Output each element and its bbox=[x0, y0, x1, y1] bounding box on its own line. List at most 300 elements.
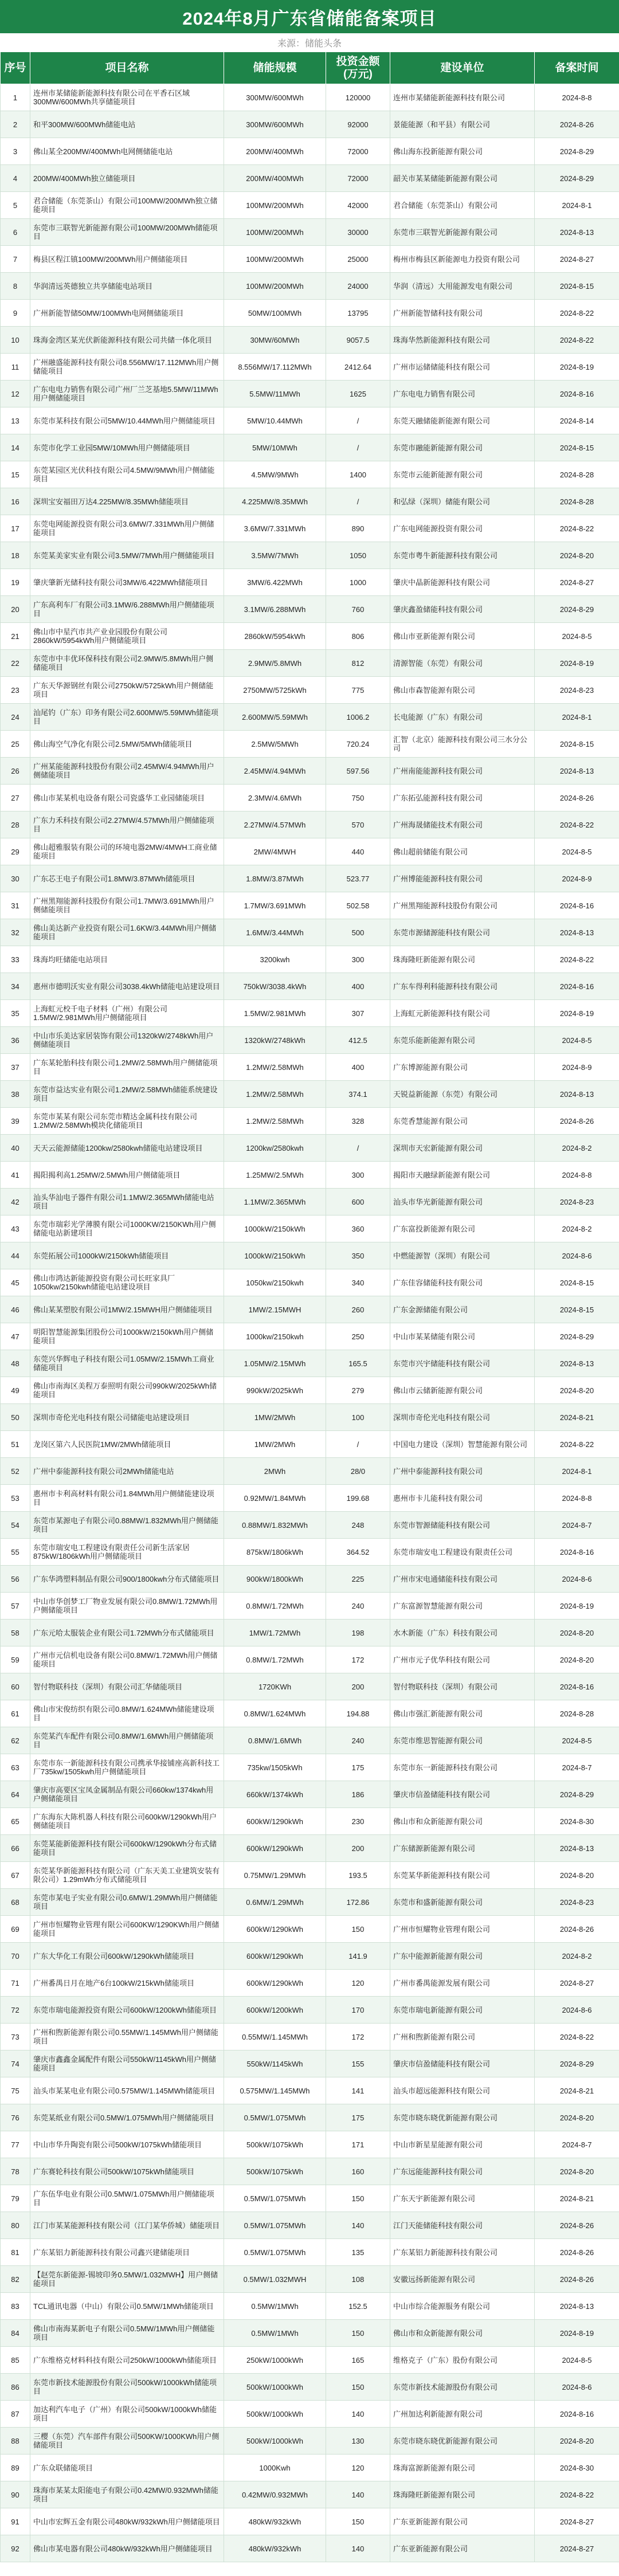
cell-investment: 1000 bbox=[326, 569, 390, 596]
table-row bbox=[1, 219, 619, 246]
cell-project-name: 东莞市某某有限公司东莞市精达金属科技有限公司1.2MW/2.58MWh模块化储能项目 bbox=[30, 1108, 224, 1135]
table-row bbox=[1, 569, 619, 596]
cell-builder: 广州市运储储能科技有限公司 bbox=[390, 354, 535, 381]
cell-date: 2024-8-28 bbox=[535, 1700, 619, 1727]
cell-date: 2024-8-29 bbox=[535, 165, 619, 192]
cell-investment: 260 bbox=[326, 1296, 390, 1323]
table-row bbox=[1, 1162, 619, 1189]
cell-builder: 连州市某储能新能源科技有限公司 bbox=[390, 84, 535, 111]
table-row bbox=[1, 1727, 619, 1754]
cell-date: 2024-8-20 bbox=[535, 2158, 619, 2185]
cell-investment: 193.5 bbox=[326, 1862, 390, 1889]
table-row bbox=[1, 2185, 619, 2212]
cell-builder: 安徽远扬新能源有限公司 bbox=[390, 2266, 535, 2293]
cell-date: 2024-8-26 bbox=[535, 111, 619, 138]
cell-no: 22 bbox=[1, 650, 30, 677]
cell-date: 2024-8-15 bbox=[535, 1296, 619, 1323]
cell-date: 2024-8-22 bbox=[535, 327, 619, 354]
cell-scale: 1000kw/2150kwh bbox=[224, 1323, 326, 1350]
table-row bbox=[1, 1404, 619, 1431]
cell-investment: 25000 bbox=[326, 246, 390, 273]
cell-builder: 佛山市强汇新能源有限公司 bbox=[390, 1700, 535, 1727]
cell-date: 2024-8-22 bbox=[535, 811, 619, 838]
cell-project-name: 广东电电力销售有限公司广州厂兰芝基地5.5MW/11MWh用户侧储能项目 bbox=[30, 381, 224, 407]
cell-investment: 806 bbox=[326, 623, 390, 650]
cell-date: 2024-8-22 bbox=[535, 2481, 619, 2508]
cell-no: 4 bbox=[1, 165, 30, 192]
cell-date: 2024-8-7 bbox=[535, 1754, 619, 1781]
cell-project-name: 广东高利车厂有限公司3.1MW/6.288MWh用户侧储能项目 bbox=[30, 596, 224, 623]
cell-no: 23 bbox=[1, 677, 30, 704]
cell-no: 88 bbox=[1, 2428, 30, 2455]
table-row bbox=[1, 327, 619, 354]
cell-date: 2024-8-22 bbox=[535, 300, 619, 327]
cell-scale: 3200kwh bbox=[224, 946, 326, 973]
cell-investment: 150 bbox=[326, 2320, 390, 2347]
cell-scale: 100MW/200MWh bbox=[224, 273, 326, 300]
cell-project-name: 200MW/400MWh独立储能项目 bbox=[30, 165, 224, 192]
cell-project-name: 广东力禾科技有限公司2.27MW/4.57MWh用户侧储能项目 bbox=[30, 811, 224, 838]
cell-builder: 东莞市东一新能源科技有限公司 bbox=[390, 1754, 535, 1781]
cell-builder: 佛山市和众新能源有限公司 bbox=[390, 2320, 535, 2347]
cell-investment: 200 bbox=[326, 1835, 390, 1862]
cell-investment: 108 bbox=[326, 2266, 390, 2293]
cell-investment: 28/0 bbox=[326, 1458, 390, 1485]
cell-project-name: 东莞市瑞电能源投资有限公司600kW/1200kWh储能项目 bbox=[30, 1997, 224, 2024]
cell-investment: 140 bbox=[326, 2212, 390, 2239]
cell-project-name: 肇庆市鑫鑫金属配件有限公司550kW/1145kWh用户侧储能项目 bbox=[30, 2050, 224, 2077]
cell-no: 90 bbox=[1, 2481, 30, 2508]
table-row bbox=[1, 2077, 619, 2104]
cell-no: 47 bbox=[1, 1323, 30, 1350]
cell-project-name: TCL通讯电器（中山）有限公司0.5MW/1MWh储能项目 bbox=[30, 2293, 224, 2320]
cell-date: 2024-8-23 bbox=[535, 677, 619, 704]
cell-date: 2024-8-28 bbox=[535, 461, 619, 488]
cell-scale: 300MW/600MWh bbox=[224, 111, 326, 138]
cell-project-name: 佛山某全200MW/400MWh电网侧储能电站 bbox=[30, 138, 224, 165]
cell-investment: 120 bbox=[326, 2455, 390, 2481]
cell-date: 2024-8-29 bbox=[535, 138, 619, 165]
cell-date: 2024-8-27 bbox=[535, 569, 619, 596]
cell-builder: 广东金源储能有限公司 bbox=[390, 1296, 535, 1323]
cell-project-name: 中山市华创梦工厂物业发展有限公司0.8MW/1.72MWh用户侧储能项目 bbox=[30, 1593, 224, 1620]
cell-investment: 570 bbox=[326, 811, 390, 838]
cell-scale: 1000Kwh bbox=[224, 2455, 326, 2481]
cell-scale: 1000kW/2150kWh bbox=[224, 1216, 326, 1242]
cell-date: 2024-8-8 bbox=[535, 1485, 619, 1512]
cell-project-name: 佛山超雅服装有限公司的环境电器2MW/4MWH工商业储能项目 bbox=[30, 838, 224, 865]
cell-investment: 172 bbox=[326, 1646, 390, 1673]
table-row bbox=[1, 946, 619, 973]
table-row bbox=[1, 2131, 619, 2158]
cell-investment: / bbox=[326, 1135, 390, 1162]
cell-date: 2024-8-2 bbox=[535, 1943, 619, 1970]
cell-scale: 5MW/10.44MWh bbox=[224, 407, 326, 434]
cell-investment: 160 bbox=[326, 2158, 390, 2185]
table-row bbox=[1, 273, 619, 300]
cell-no: 2 bbox=[1, 111, 30, 138]
cell-no: 41 bbox=[1, 1162, 30, 1189]
table-row bbox=[1, 2266, 619, 2293]
cell-no: 79 bbox=[1, 2185, 30, 2212]
cell-scale: 600kW/1290kWh bbox=[224, 1970, 326, 1997]
cell-builder: 东莞市源储源能科技有限公司 bbox=[390, 919, 535, 946]
cell-scale: 0.88MW/1.832MWh bbox=[224, 1512, 326, 1539]
cell-scale: 600kW/1290kWh bbox=[224, 1916, 326, 1943]
cell-scale: 2.9MW/5.8MWh bbox=[224, 650, 326, 677]
cell-project-name: 佛山市中星汽市共产业业园股份有限公司2860kW/5954kWh用户侧储能项目 bbox=[30, 623, 224, 650]
cell-no: 16 bbox=[1, 488, 30, 515]
cell-date: 2024-8-19 bbox=[535, 2320, 619, 2347]
cell-project-name: 广东华鸿塑料制品有限公司900/1800kwh分布式储能项目 bbox=[30, 1566, 224, 1593]
cell-date: 2024-8-29 bbox=[535, 1781, 619, 1808]
cell-investment: 300 bbox=[326, 1162, 390, 1189]
cell-date: 2024-8-6 bbox=[535, 1566, 619, 1593]
cell-investment: 248 bbox=[326, 1512, 390, 1539]
cell-builder: 广州市元子优华科技有限公司 bbox=[390, 1646, 535, 1673]
cell-scale: 1320kW/2748kWh bbox=[224, 1027, 326, 1054]
table-row bbox=[1, 2024, 619, 2050]
cell-project-name: 东莞市某电子实业有限公司0.6MW/1.29MWh用户侧储能项目 bbox=[30, 1889, 224, 1916]
cell-builder: 广东博源能源有限公司 bbox=[390, 1054, 535, 1081]
cell-date: 2024-8-2 bbox=[535, 1135, 619, 1162]
cell-builder: 广东储源新能源有限公司 bbox=[390, 1835, 535, 1862]
cell-scale: 0.8MW/1.624MWh bbox=[224, 1700, 326, 1727]
cell-date: 2024-8-20 bbox=[535, 542, 619, 569]
cell-scale: 1.6MW/3.44MWh bbox=[224, 919, 326, 946]
cell-no: 53 bbox=[1, 1485, 30, 1512]
cell-scale: 3.5MW/7MWh bbox=[224, 542, 326, 569]
cell-date: 2024-8-22 bbox=[535, 1431, 619, 1458]
table-row bbox=[1, 2455, 619, 2481]
cell-project-name: 智付物联科技（深圳）有限公司汇华储能项目 bbox=[30, 1673, 224, 1700]
cell-project-name: 中山市宏辉五金有限公司480kW/932kWh用户侧储能项目 bbox=[30, 2508, 224, 2535]
col-header-builder: 建设单位 bbox=[390, 52, 535, 84]
cell-builder: 东莞乐能新能源有限公司 bbox=[390, 1027, 535, 1054]
cell-scale: 0.5MW/1.075MWh bbox=[224, 2212, 326, 2239]
cell-scale: 1MW/1.72MWh bbox=[224, 1620, 326, 1646]
cell-investment: 141 bbox=[326, 2077, 390, 2104]
table-row bbox=[1, 1108, 619, 1135]
cell-investment: 250 bbox=[326, 1323, 390, 1350]
table-row bbox=[1, 1135, 619, 1162]
table-row bbox=[1, 434, 619, 461]
cell-builder: 广东远能能源科技有限公司 bbox=[390, 2158, 535, 2185]
cell-no: 74 bbox=[1, 2050, 30, 2077]
cell-investment: 2412.64 bbox=[326, 354, 390, 381]
cell-builder: 东莞市瑞安电工程建设有限责任公司 bbox=[390, 1539, 535, 1566]
cell-project-name: 广东伍华电业有限公司0.5MW/1.075MWh用户侧储能项目 bbox=[30, 2185, 224, 2212]
cell-investment: 172.86 bbox=[326, 1889, 390, 1916]
cell-scale: 1MW/2MWh bbox=[224, 1404, 326, 1431]
cell-date: 2024-8-27 bbox=[535, 246, 619, 273]
table-row bbox=[1, 192, 619, 219]
cell-project-name: 中山市乐美达家居装饰有限公司1320kW/2748kWh用户侧储能项目 bbox=[30, 1027, 224, 1054]
cell-project-name: 东莞市新技术能源股份有限公司500kW/1000kWh储能项目 bbox=[30, 2374, 224, 2401]
cell-date: 2024-8-16 bbox=[535, 973, 619, 1000]
cell-builder: 惠州市卡儿能科技有限公司 bbox=[390, 1485, 535, 1512]
table-row bbox=[1, 2239, 619, 2266]
table-row bbox=[1, 1269, 619, 1296]
cell-scale: 300MW/600MWh bbox=[224, 84, 326, 111]
cell-project-name: 广州黑翔能源科技股份有限公司1.7MW/3.691MWh用户侧储能项目 bbox=[30, 892, 224, 919]
cell-investment: 597.56 bbox=[326, 758, 390, 785]
cell-scale: 0.5MW/1MWh bbox=[224, 2320, 326, 2347]
cell-investment: 350 bbox=[326, 1242, 390, 1269]
cell-project-name: 深圳市奇伦光电科技有限公司储能电站建设项目 bbox=[30, 1404, 224, 1431]
cell-date: 2024-8-20 bbox=[535, 1646, 619, 1673]
cell-no: 13 bbox=[1, 407, 30, 434]
cell-scale: 0.5MW/1.075MWh bbox=[224, 2104, 326, 2131]
table-row bbox=[1, 111, 619, 138]
cell-no: 31 bbox=[1, 892, 30, 919]
table-row bbox=[1, 300, 619, 327]
cell-no: 20 bbox=[1, 596, 30, 623]
cell-no: 69 bbox=[1, 1916, 30, 1943]
cell-date: 2024-8-26 bbox=[535, 2266, 619, 2293]
cell-scale: 0.6MW/1.29MWh bbox=[224, 1889, 326, 1916]
cell-project-name: 和平300MW/600MWh储能电站 bbox=[30, 111, 224, 138]
cell-investment: 24000 bbox=[326, 273, 390, 300]
cell-investment: 374.1 bbox=[326, 1081, 390, 1108]
cell-date: 2024-8-15 bbox=[535, 731, 619, 758]
cell-scale: 600kW/1290kWh bbox=[224, 1943, 326, 1970]
table-row bbox=[1, 1000, 619, 1027]
cell-investment: 155 bbox=[326, 2050, 390, 2077]
table-row bbox=[1, 811, 619, 838]
cell-builder: 佛山市云储新能源有限公司 bbox=[390, 1377, 535, 1404]
cell-no: 26 bbox=[1, 758, 30, 785]
cell-project-name: 天天云能源储能1200kw/2580kwh储能电站建设项目 bbox=[30, 1135, 224, 1162]
cell-date: 2024-8-16 bbox=[535, 892, 619, 919]
cell-no: 7 bbox=[1, 246, 30, 273]
cell-builder: 广州博能能源科技有限公司 bbox=[390, 865, 535, 892]
cell-scale: 500kW/1000kWh bbox=[224, 2374, 326, 2401]
cell-project-name: 东莞市某源电子有限公司0.88MW/1.832MWh用户侧储能项目 bbox=[30, 1512, 224, 1539]
cell-builder: 珠海华然新能源科技有限公司 bbox=[390, 327, 535, 354]
cell-date: 2024-8-5 bbox=[535, 1727, 619, 1754]
cell-investment: 340 bbox=[326, 1269, 390, 1296]
cell-scale: 200MW/400MWh bbox=[224, 138, 326, 165]
cell-project-name: 江门市某某能源科技有限公司（江门某华侨城）储能项目 bbox=[30, 2212, 224, 2239]
table-row bbox=[1, 2293, 619, 2320]
cell-builder: 东莞市云能新能源有限公司 bbox=[390, 461, 535, 488]
cell-scale: 2.3MW/4.6MWh bbox=[224, 785, 326, 811]
cell-builder: 广东亚新能源有限公司 bbox=[390, 2508, 535, 2535]
cell-no: 29 bbox=[1, 838, 30, 865]
table-row bbox=[1, 381, 619, 407]
cell-project-name: 广东海东大陈机器人科技有限公司600kW/1290kWh用户侧储能项目 bbox=[30, 1808, 224, 1835]
cell-project-name: 广州新能智储50MW/100MWh电网侧储能项目 bbox=[30, 300, 224, 327]
cell-builder: 佛山市森智能源有限公司 bbox=[390, 677, 535, 704]
cell-builder: 华润（清远）大用能源发电有限公司 bbox=[390, 273, 535, 300]
cell-project-name: 东莞某华新能源科技有限公司（广东天美工业建筑安装有限公司）1.29mWh分布式储能项目 bbox=[30, 1862, 224, 1889]
cell-builder: 广东富源智慧能源有限公司 bbox=[390, 1593, 535, 1620]
cell-no: 39 bbox=[1, 1108, 30, 1135]
cell-project-name: 加达利汽车电子（广州）有限公司500kW/1000kWh储能项目 bbox=[30, 2401, 224, 2428]
cell-date: 2024-8-13 bbox=[535, 919, 619, 946]
cell-project-name: 广州市恒耀物业管理有限公司600KW/1290KWh用户侧储能项目 bbox=[30, 1916, 224, 1943]
cell-builder: 中山市新星星能源有限公司 bbox=[390, 2131, 535, 2158]
cell-no: 8 bbox=[1, 273, 30, 300]
cell-scale: 500kW/1000kWh bbox=[224, 2401, 326, 2428]
cell-date: 2024-8-13 bbox=[535, 1350, 619, 1377]
cell-no: 52 bbox=[1, 1458, 30, 1485]
cell-date: 2024-8-20 bbox=[535, 1377, 619, 1404]
cell-no: 14 bbox=[1, 434, 30, 461]
table-row bbox=[1, 1970, 619, 1997]
cell-date: 2024-8-22 bbox=[535, 2024, 619, 2050]
table-row bbox=[1, 1539, 619, 1566]
cell-no: 92 bbox=[1, 2535, 30, 2562]
cell-scale: 100MW/200MWh bbox=[224, 246, 326, 273]
col-header-no: 序号 bbox=[1, 52, 30, 84]
cell-date: 2024-8-16 bbox=[535, 2401, 619, 2428]
cell-scale: 4.5MW/9MWh bbox=[224, 461, 326, 488]
cell-scale: 500kW/1000kWh bbox=[224, 2428, 326, 2455]
cell-investment: 890 bbox=[326, 515, 390, 542]
cell-investment: 775 bbox=[326, 677, 390, 704]
table-row bbox=[1, 704, 619, 731]
cell-investment: 141.9 bbox=[326, 1943, 390, 1970]
cell-scale: 0.55MW/1.145MWh bbox=[224, 2024, 326, 2050]
cell-project-name: 广东大华化工有限公司600kW/1290kWh储能项目 bbox=[30, 1943, 224, 1970]
cell-scale: 1.25MW/2.5MWh bbox=[224, 1162, 326, 1189]
cell-investment: 150 bbox=[326, 1916, 390, 1943]
cell-scale: 600kW/1290kWh bbox=[224, 1808, 326, 1835]
cell-date: 2024-8-26 bbox=[535, 2212, 619, 2239]
cell-builder: 景能能源（和平县）有限公司 bbox=[390, 111, 535, 138]
cell-project-name: 梅县区程江镇100MW/200MWh用户侧储能项目 bbox=[30, 246, 224, 273]
table-row bbox=[1, 1189, 619, 1216]
cell-date: 2024-8-20 bbox=[535, 2104, 619, 2131]
cell-project-name: 东莞某纸业有限公司0.5MW/1.075MWh用户侧储能项目 bbox=[30, 2104, 224, 2131]
cell-scale: 1720KWh bbox=[224, 1673, 326, 1700]
table-row bbox=[1, 892, 619, 919]
table-row bbox=[1, 1673, 619, 1700]
cell-investment: 100 bbox=[326, 1404, 390, 1431]
cell-date: 2024-8-7 bbox=[535, 1512, 619, 1539]
cell-no: 42 bbox=[1, 1189, 30, 1216]
cell-project-name: 肇庆市高要区宝凤金属制品有限公司660kw/1374kwh用户侧储能项目 bbox=[30, 1781, 224, 1808]
cell-date: 2024-8-16 bbox=[535, 381, 619, 407]
cell-scale: 5.5MW/11MWh bbox=[224, 381, 326, 407]
cell-no: 54 bbox=[1, 1512, 30, 1539]
table-row bbox=[1, 1620, 619, 1646]
cell-scale: 480kW/932kWh bbox=[224, 2508, 326, 2535]
table-row bbox=[1, 1027, 619, 1054]
cell-no: 78 bbox=[1, 2158, 30, 2185]
cell-investment: 130 bbox=[326, 2428, 390, 2455]
cell-scale: 250kW/1000kWh bbox=[224, 2347, 326, 2374]
cell-project-name: 东莞市瑞彩光学薄膜有限公司1000KW/2150KWh用户侧储能电站新建项目 bbox=[30, 1216, 224, 1242]
cell-scale: 3.6MW/7.331MWh bbox=[224, 515, 326, 542]
cell-investment: 328 bbox=[326, 1108, 390, 1135]
cell-scale: 1.7MW/3.691MWh bbox=[224, 892, 326, 919]
cell-scale: 500kW/1075kWh bbox=[224, 2131, 326, 2158]
table-row bbox=[1, 1646, 619, 1673]
cell-investment: 120000 bbox=[326, 84, 390, 111]
cell-investment: 279 bbox=[326, 1377, 390, 1404]
cell-scale: 2.600MW/5.59MWh bbox=[224, 704, 326, 731]
cell-project-name: 上海虹元校千电子材料（广州）有限公司1.5MW/2.981MWh用户侧储能项目 bbox=[30, 1000, 224, 1027]
cell-no: 64 bbox=[1, 1781, 30, 1808]
cell-project-name: 惠州市德明沃实业有限公司3038.4kWh储能电站建设项目 bbox=[30, 973, 224, 1000]
cell-scale: 5MW/10MWh bbox=[224, 434, 326, 461]
cell-date: 2024-8-16 bbox=[535, 1539, 619, 1566]
cell-project-name: 佛山市鸿达新能源投资有限公司长旺家具厂1050kw/2150kwh储能电站建设项目 bbox=[30, 1269, 224, 1296]
table-row bbox=[1, 2104, 619, 2131]
cell-project-name: 东莞市瑞安电工程建设有限责任公司新生活家居875kW/1806kWh用户侧储能项目 bbox=[30, 1539, 224, 1566]
cell-project-name: 肇庆肇新光储科技有限公司3MW/6.422MWh储能项目 bbox=[30, 569, 224, 596]
table-row bbox=[1, 838, 619, 865]
cell-project-name: 广东某轮胎科技有限公司1.2MW/2.58MWh用户侧储能项目 bbox=[30, 1054, 224, 1081]
cell-scale: 0.575MW/1.145MWh bbox=[224, 2077, 326, 2104]
cell-scale: 1.5MW/2.981MWh bbox=[224, 1000, 326, 1027]
cell-investment: 72000 bbox=[326, 165, 390, 192]
table-row bbox=[1, 1512, 619, 1539]
cell-project-name: 佛山市南海区美程万泰照明有限公司990kW/2025kWh储能项目 bbox=[30, 1377, 224, 1404]
cell-scale: 8.556MW/17.112MWh bbox=[224, 354, 326, 381]
cell-builder: 君合储能（东莞茶山）有限公司 bbox=[390, 192, 535, 219]
cell-investment: 364.52 bbox=[326, 1539, 390, 1566]
table-row bbox=[1, 1700, 619, 1727]
cell-builder: 汕头市华光新能源有限公司 bbox=[390, 1189, 535, 1216]
cell-builder: 深圳市天宏新能源有限公司 bbox=[390, 1135, 535, 1162]
cell-investment: 175 bbox=[326, 2104, 390, 2131]
table-row bbox=[1, 1296, 619, 1323]
cell-project-name: 佛山市某电器有限公司480kW/932kWh用户侧储能项目 bbox=[30, 2535, 224, 2562]
cell-scale: 0.5MW/1.075MWh bbox=[224, 2185, 326, 2212]
cell-project-name: 揭阳揭利高1.25MW/2.5MWh用户侧储能项目 bbox=[30, 1162, 224, 1189]
cell-no: 1 bbox=[1, 84, 30, 111]
cell-no: 65 bbox=[1, 1808, 30, 1835]
cell-scale: 4.225MW/8.35MWh bbox=[224, 488, 326, 515]
cell-builder: 广州南能能源科技有限公司 bbox=[390, 758, 535, 785]
cell-investment: / bbox=[326, 407, 390, 434]
cell-investment: 140 bbox=[326, 2401, 390, 2428]
table-header-row bbox=[1, 52, 619, 84]
cell-project-name: 汕尾钓（广东）印务有限公司2.600MW/5.59MWh储能项目 bbox=[30, 704, 224, 731]
cell-project-name: 佛山美达新产业投资有限公司1.6KW/3.44MWh用户侧储能项目 bbox=[30, 919, 224, 946]
table-row bbox=[1, 1997, 619, 2024]
cell-scale: 2.45MW/4.94MWh bbox=[224, 758, 326, 785]
cell-scale: 1MW/2.15MWH bbox=[224, 1296, 326, 1323]
cell-date: 2024-8-29 bbox=[535, 596, 619, 623]
cell-project-name: 东莞拓展公司1000kW/2150kWh储能项目 bbox=[30, 1242, 224, 1269]
cell-builder: 广东富投新能源有限公司 bbox=[390, 1216, 535, 1242]
cell-project-name: 广东维格克材料科技有限公司250kW/1000kWh储能项目 bbox=[30, 2347, 224, 2374]
cell-builder: 佛山超前储能有限公司 bbox=[390, 838, 535, 865]
cell-no: 9 bbox=[1, 300, 30, 327]
cell-builder: 广东拓弘能源科技有限公司 bbox=[390, 785, 535, 811]
cell-scale: 750kW/3038.4kWh bbox=[224, 973, 326, 1000]
cell-no: 37 bbox=[1, 1054, 30, 1081]
cell-date: 2024-8-13 bbox=[535, 1835, 619, 1862]
cell-builder: 和弘绿（深圳）储能有限公司 bbox=[390, 488, 535, 515]
cell-project-name: 广东天华源钢丝有限公司2750kW/5725kWh用户侧储能项目 bbox=[30, 677, 224, 704]
cell-no: 24 bbox=[1, 704, 30, 731]
cell-date: 2024-8-1 bbox=[535, 192, 619, 219]
cell-investment: 171 bbox=[326, 2131, 390, 2158]
cell-date: 2024-8-23 bbox=[535, 1189, 619, 1216]
cell-scale: 1000kW/2150kWh bbox=[224, 1242, 326, 1269]
table-row bbox=[1, 1054, 619, 1081]
cell-no: 34 bbox=[1, 973, 30, 1000]
table-row bbox=[1, 1377, 619, 1404]
cell-no: 36 bbox=[1, 1027, 30, 1054]
cell-date: 2024-8-1 bbox=[535, 704, 619, 731]
